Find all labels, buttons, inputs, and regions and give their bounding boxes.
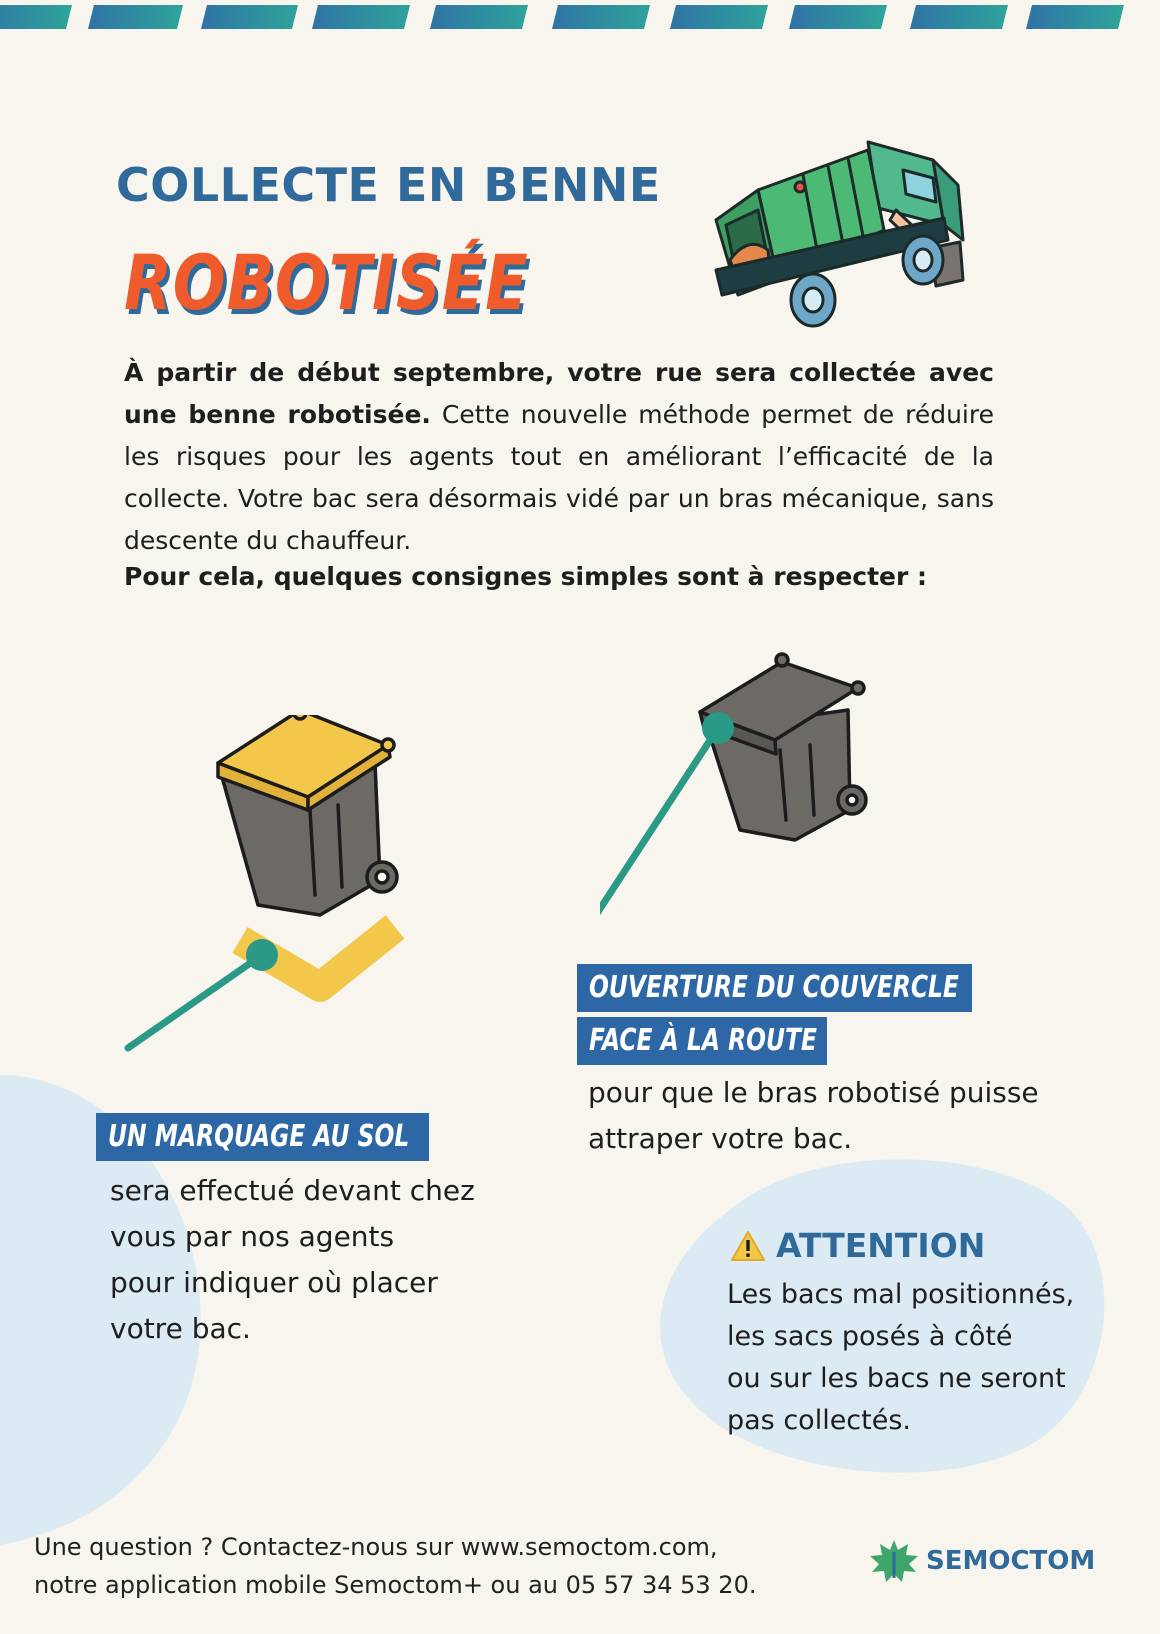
footer-line-2: notre application mobile Semoctom+ ou au 05 57 34 53 20.	[34, 1571, 757, 1599]
marquage-line-3: pour indiquer où placer	[110, 1266, 438, 1299]
top-stripe	[0, 5, 1160, 31]
attention-line-2: les sacs posés à côté	[727, 1321, 1013, 1352]
attention-heading	[730, 1226, 985, 1265]
intro-lead: Pour cela, quelques consignes simples sont à respecter :	[124, 562, 928, 591]
brand-name: SEMOCTOM	[926, 1546, 1096, 1576]
yellow-lid-bin-icon	[110, 715, 430, 1085]
label-marquage-au-sol: UN MARQUAGE AU SOL	[96, 1113, 429, 1161]
marquage-description	[110, 1168, 540, 1352]
label-couvercle-line-1: OUVERTURE DU COUVERCLE	[577, 964, 972, 1012]
attention-line-1: Les bacs mal positionnés,	[727, 1279, 1075, 1310]
marquage-line-4: votre bac.	[110, 1312, 251, 1345]
attention-text	[727, 1274, 1107, 1442]
attention-line-4: pas collectés.	[727, 1405, 912, 1436]
footer-contact	[34, 1528, 854, 1604]
intro-paragraph	[124, 352, 994, 562]
brand-logo	[868, 1538, 1095, 1584]
attention-title: ATTENTION	[776, 1226, 986, 1265]
couvercle-line-2: attraper votre bac.	[588, 1122, 853, 1155]
garbage-truck-icon	[708, 130, 998, 335]
attention-line-3: ou sur les bacs ne seront	[727, 1363, 1066, 1394]
couvercle-line-1: pour que le bras robotisé puisse	[588, 1076, 1039, 1109]
marquage-line-1: sera effectué devant chez	[110, 1174, 475, 1207]
warning-icon	[730, 1230, 766, 1262]
label-couvercle-line-2: FACE À LA ROUTE	[577, 1017, 827, 1065]
couvercle-description	[588, 1070, 1088, 1162]
marquage-line-2: vous par nos agents	[110, 1220, 395, 1253]
title-line-2: ROBOTISÉE	[124, 238, 529, 327]
grey-bin-icon	[600, 650, 910, 950]
intro-bold: À partir de début septembre, votre rue sera collectée avec une benne robotisée.	[124, 358, 994, 429]
semoctom-leaf-logo	[868, 1538, 920, 1584]
footer-line-1: Une question ? Contactez-nous sur www.semoctom.com,	[34, 1533, 718, 1561]
intro-regular: Cette nouvelle méthode permet de réduire les risques pour les agents tout en améliorant l’efficacité de la collecte. Votre bac sera désormais vidé par un bras mécanique, sans descente du chauffeur.	[124, 400, 994, 555]
title-line-1: COLLECTE EN BENNE	[116, 158, 661, 212]
